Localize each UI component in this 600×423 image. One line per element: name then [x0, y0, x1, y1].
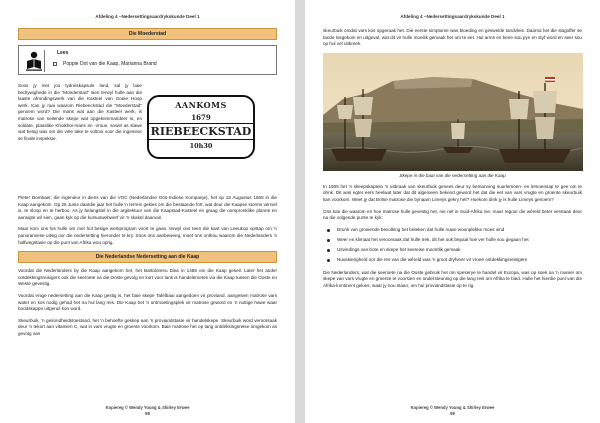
section-title: Die Moederstad: [18, 28, 277, 40]
section-title: Die Nederlandse Nedersetting aan die Kaap: [18, 251, 277, 263]
paragraph: Skeurbuik, 'n gesondheidstoestand, het 'n behoefte geskep aan 'n proviandstasie vir handelskepe. Skeurbuik word veroorsaak deur 'n tekort aan vitamien C, wat in vars vrugte en groente voorkom. Baie matrose het op lang ontdekkingsreise omgekom as gevolg van: [18, 317, 277, 336]
stamp-heading: AANKOMS: [175, 100, 227, 110]
paragraph: Maar kom ons los hulle om met hul besige werkprogram voort te gaan, terwyl ons teen die kant van Leeukop opstap om 'n panoramiese uitsig oor die nedersetting hieronder te kry. Soos ons aanbeweeg, moet ons onthou waarom die Nederlanders 'n halfwegstasie op die punt van Afrika wou oprig.: [18, 226, 277, 245]
stamp-time: 10h30: [189, 142, 213, 150]
list-item: Drunk van groeiende bevolking het beteken dat hulle nuwe woonplekke moes vind: [323, 227, 582, 234]
lees-box: [18, 45, 277, 75]
lees-item-text: Poppie Dot van die Kaap, Marianna Brand: [63, 61, 157, 67]
page-footer: [305, 405, 600, 417]
ships-painting: [323, 53, 583, 171]
left-page: [0, 0, 295, 423]
paragraph: In 1605 het 'n skeepskaptein 'n uitbraak van skeurbuik genees deur sy bemanning suurlemoen- en lemoensap te gee om te drink. Dit was egter eers heelwat later dat dit algemeen bekend geword het dat die eet van vars vrugte en groente skeurbuik kan voorkom. Weet jy dat Britse matrose die bynaam Limeys gekry het? Hoekom dink jy is hulle Limeys genoem?: [323, 183, 582, 202]
image-caption: Skepe in die baai van die nedersetting aan die Kaap: [399, 172, 506, 178]
paragraph: Voordat enige nedersetting aan die Kaap gestig is, het baie skepe Tafelbaai aangedoen vir proviand, aangesien matrose vars water en kos nodig gehad het na hul lang reis. Die Kaap het 'n ontmoetingsplek vir matrose geword en 'n nuttige hawe waar boodskappe uitgeruil kon word.: [18, 292, 277, 312]
page-footer: [0, 405, 295, 417]
paragraph: Die Nederlanders, wat die seeroete na die Ooste gebruik het om speserye te handel vir Europa, was op soek na 'n manier om skepe van vars vrugte en groente te voorsien en ondersteuning op die lang reis om Afrika te bied. Hulle het hierdie punt van die Afrika-kontinent gekies, waar jy nou staan, om hul proviandstasie op te rig.: [323, 269, 582, 288]
copyright: Kopiereg © Wendy Young & Shirley Erwee: [105, 405, 190, 410]
paragraph: Ons kan die waarom en hoe matrose hulle gevestig het, nie net in Suid-Afrika nie, maar regoor die wêreld beter verstaan deur na die volgende punte te kyk:: [323, 208, 582, 221]
intro-text: Soos jy met jou tydreiskapsule land, sal jy baie bedrywighede in die "Moederstad" sien terwyl hulle aan die laaste afrondingswerk van die Kasteel van Goeie Hoop werk. Kan jy raai waarom Riebeeckstad die "Moederstad" genoem word? Die mans wat aan die Kasteel werk, is matrose van seilende skepe wat opgekommandeer is, en soldate, plaaslike Khoikhoi-mans en -vroue, sowel as slawe wat besig was om die vele take te voltooi voor die ingenieur se finale inspeksie.: [18, 83, 142, 141]
page-header: Afdeling 4 –Nedersettingsaardrykskunde Deel 1: [95, 14, 200, 19]
list-item: Nuuskierigheid oor die res van die wêreld was 'n groot dryfveer vir vroeë ontdekkingsreisigers: [323, 257, 582, 264]
paragraph: Voordat die Nederlanders by die Kaap aangekom het, het Bartolomeu Dias in 1488 om die Kaap geseil. Later het ander ontdekkingsreisigers ook die seeroete na die Ooste gevolg en kort voor lank is handelsroetes via die Kaap tussen die Ooste en Weste gevestig.: [18, 268, 277, 287]
bullet-list: [323, 227, 582, 264]
list-item: Weer en klimaat het veroorsaak dat hulle trek, dit het ook bepaal hoe ver hulle sou gegaan het: [323, 237, 582, 244]
paragraph: Pieter Dombaer, die ingenieur in diens van die VOC (Nederlandse Oos-Indiese Kompanje), het op 18 Augustus 1665 in die Kaap aangekom. Op 26 Junie daardie jaar het hulle 'n terrein gekies om die bestaande fort, wat deur die Kaapse storms verniel is, te sloop en te herbou. As jy belangstel in die argitektuur van die Kaapstad-Kasteel en graag die oorspronklike planne en aansigte wil sien, gaan kyk op die kursuswebwerf vir 'n skakel daarvan.: [18, 195, 277, 220]
page-number: 98: [145, 411, 150, 416]
page-header: Afdeling 4 –Nedersettingsaardrykskunde Deel 1: [400, 14, 505, 19]
copyright: Kopiereg © Wendy Young & Shirley Erwee: [410, 405, 495, 410]
right-page: [305, 0, 600, 423]
intro-block: [18, 83, 277, 195]
list-item: Uitvindings van bote en skepe het seereise moontlik gemaak: [323, 247, 582, 254]
stamp-place: RIEBEECKSTAD: [150, 125, 252, 138]
arrival-stamp: [147, 95, 255, 159]
reader-icon: [23, 50, 45, 72]
lees-heading: Lees: [57, 50, 69, 56]
paragraph: skeurbuik omdat vars kos opgeraak het. Die eerste simptome was bloeding en geswelde tandvleis. Daarna het die slagoffer se tande losgekom en uitgeval, wat dit vir hulle moeilik gemaak het om te eet. Hul arms en bene sou pyn en styf word en seer sou op hul vel uitbreek.: [323, 28, 582, 47]
checkbox-icon: [53, 62, 57, 66]
lees-item: [53, 61, 157, 67]
stamp-year: 1679: [191, 113, 211, 122]
page-number: 99: [450, 411, 455, 416]
